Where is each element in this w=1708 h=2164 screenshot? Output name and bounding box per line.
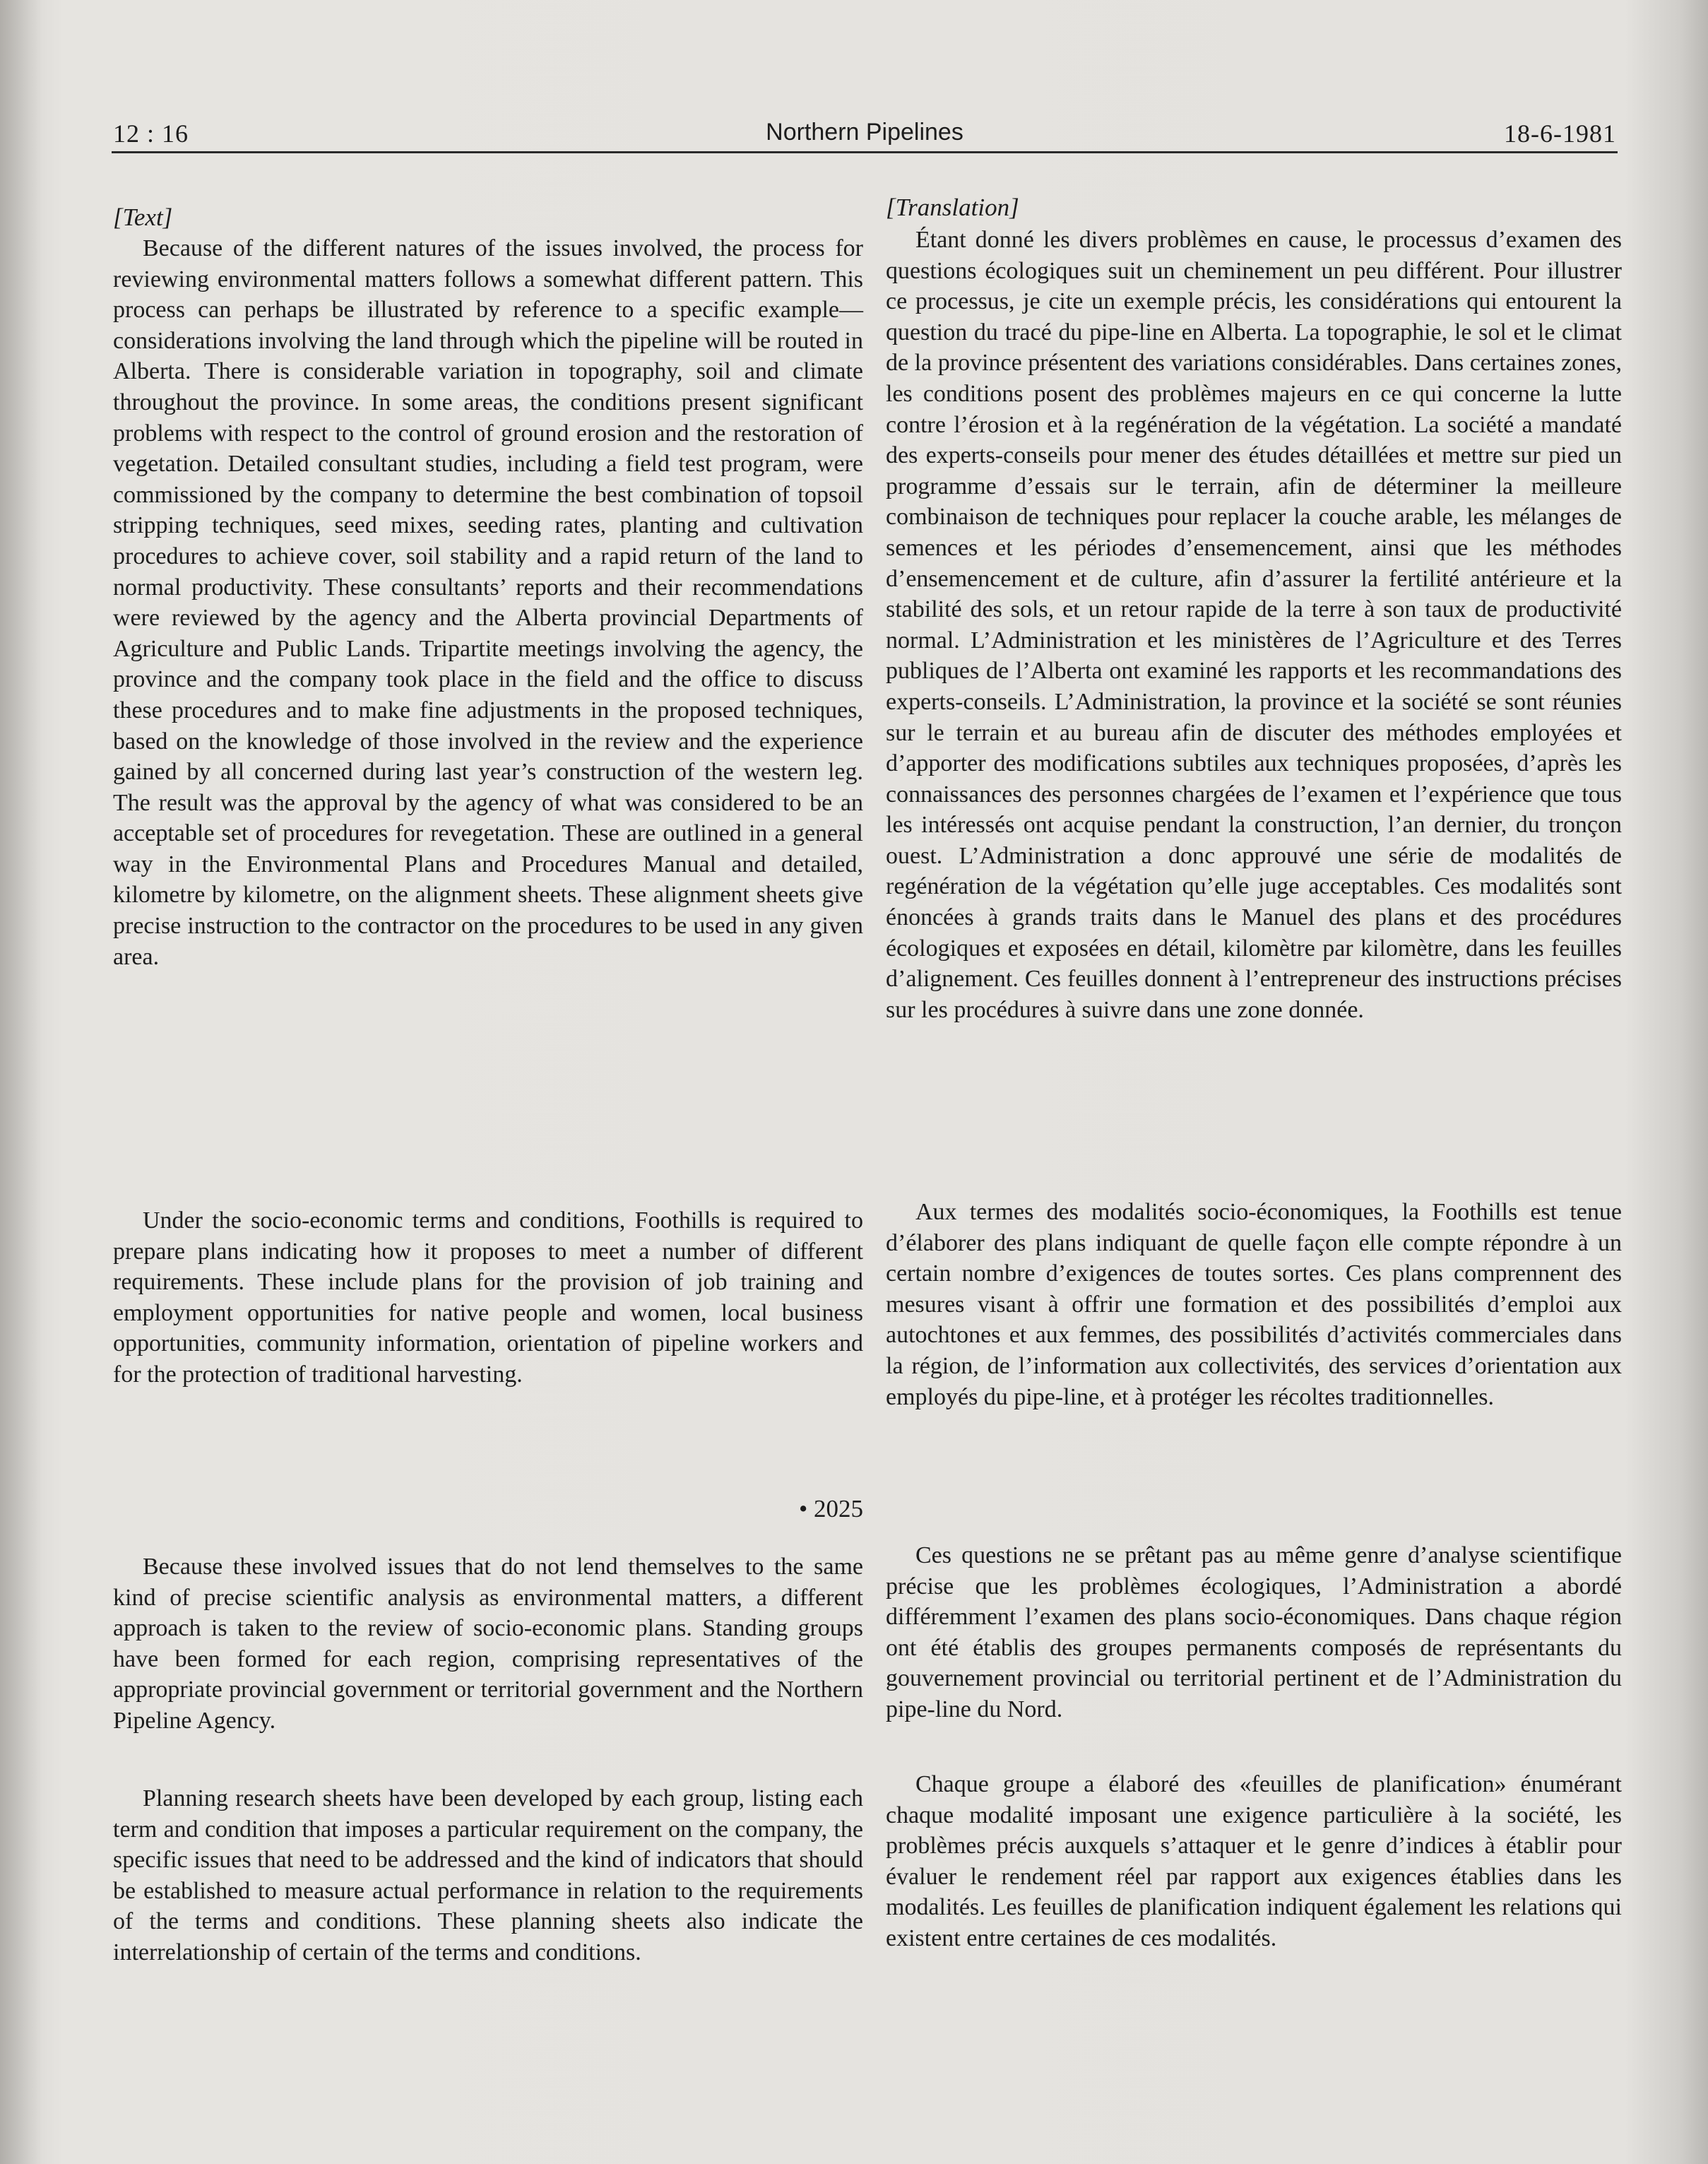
english-paragraph: Because of the different natures of the issues involved, the process for reviewing environmental matters follows a somewhat different pattern. This process can perhaps be illustrated by reference to a specific example—considerations involving the land through which the pipeline will be routed in Alberta. There is considerable variation in topography, soil and climate throughout the province. In some areas, the conditions present significant problems with respect to the control of ground erosion and the restoration of vegetation. Detailed consultant studies, including a field test program, were commissioned by the company to determine the best combination of topsoil stripping techniques, seed mixes, seeding rates, planting and cultivation procedures to achieve cover, soil stability and a rapid return of the land to normal productivity. These consultants’ reports and their recommendations were reviewed by the agency and the Alberta provincial Departments of Agriculture and Public Lands. Tripartite meetings involving the agency, the province and the company took place in the field and the office to discuss these procedures and to make fine adjustments in the proposed techniques, based on the knowledge of those involved in the review and the experience gained by all concerned during last year’s construction of the western leg. The result was the approval by the agency of what was considered to be an acceptable set of procedures for revegetation. These are outlined in a general way in the Environmental Plans and Procedures Manual and detailed, kilometre by kilometre, on the alignment sheets. These alignment sheets give precise instruction to the contractor on the procedures to be used in any given area. [113,235,863,970]
time-marker: • 2025 [798,1495,863,1523]
english-paragraph: Planning research sheets have been developed by each group, listing each term and condition that imposes a particular requirement on the company, the specific issues that need to be addressed and the kind of indicators that should be established to measure actual performance in relation to the requirements of the terms and conditions. These planning sheets also indicate the interrelationship of certain of the terms and conditions. [113,1785,863,1965]
french-paragraph: Ces questions ne se prêtant pas au même genre d’analyse scientifique précise que les problèmes écologiques, l’Administration a abordé différemment l’examen des plans socio-économiques. Dans chaque région ont été établis des groupes permanents composés de représentants du gouvernement provincial ou territorial pertinent et de l’Administration du pipe-line du Nord. [886,1542,1622,1722]
header-date: 18-6-1981 [1504,119,1616,148]
french-paragraph: Aux termes des modalités socio-économiques, la Foothills est tenue d’élaborer des plans indiquant de quelle façon elle compte répondre à un certain nombre d’exigences de toutes sortes. Ces plans comprennent des mesures visant à offrir une formation et des possibilités d’emploi aux autochtones et aux femmes, des possibilités d’activités commerciales dans la région, de l’information aux collectivités, des services d’orientation aux employés du pipe-line, et à protéger les récoltes traditionnelles. [886,1199,1622,1410]
header-rule [112,151,1618,153]
page-number: 12 : 16 [113,119,189,148]
running-title: Northern Pipelines [766,119,963,146]
spine-shadow [0,0,42,2164]
french-paragraph: Chaque groupe a élaboré des «feuilles de planification» énumérant chaque modalité imposant une exigence particulière à la société, les problèmes précis auxquels s’attaquer et le genre d’indices à établir pour évaluer le rendement réel par rapport aux exigences établies dans les modalités. Les feuilles de planification indiquent également les relations qui existent entre certaines de ces modalités. [886,1771,1622,1951]
translation-tag: [Translation] [886,194,1019,221]
running-header [113,119,1616,153]
french-paragraph: Étant donné les divers problèmes en cause, le processus d’examen des questions écologiques suit un cheminement un peu différent. Pour illustrer ce processus, je cite un exemple précis, les considérations qui entourent la question du tracé du pipe-line en Alberta. La topographie, le sol et le climat de la province présentent des variations considérables. Dans certaines zones, les conditions posent des problèmes majeurs en ce qui concerne la lutte contre l’érosion et à la regénération de la végétation. La société a mandaté des experts-conseils pour mener des études détaillées et mettre sur pied un programme d’essais sur le terrain, afin de déterminer la meilleure combinaison de techniques pour replacer la couche arable, les mélanges de semences et les périodes d’ensemencement, ainsi que les méthodes d’ensemencement et de culture, afin d’assurer la fertilité antérieure et la stabilité des sols, et un retour rapide de la terre à son taux de productivité normal. L’Administration et les ministères de l’Agriculture et des Terres publiques de l’Alberta ont examiné les rapports et les recommandations des experts-conseils. L’Administration, la province et la société se sont réunies sur le terrain et au bureau afin de discuter des méthodes employées et d’apporter des modifications subtiles aux techniques proposées, d’après les connaissances des personnes chargées de l’examen et l’expérience que tous les intéressés ont acquise pendant la construction, l’an dernier, du tronçon ouest. L’Administration a donc approuvé une série de modalités de regénération de la végétation qu’elle juge acceptables. Ces modalités sont énoncées à grands traits dans le Manuel des plans et des procédures écologiques et exposées en détail, kilomètre par kilomètre, dans les feuilles d’alignement. Ces feuilles donnent à l’entrepreneur des instructions précises sur les procédures à suivre dans une zone donnée. [886,227,1622,1023]
english-paragraph: Because these involved issues that do not lend themselves to the same kind of precise scientific analysis as environmental matters, a different approach is taken to the review of socio-economic plans. Standing groups have been formed for each region, comprising representatives of the appropriate provincial government or territorial government and the Northern Pipeline Agency. [113,1554,863,1734]
english-paragraph: Under the socio-economic terms and conditions, Foothills is required to prepare plans indicating how it proposes to meet a number of different requirements. These include plans for the provision of job training and employment opportunities for native people and women, local business opportunities, community information, orientation of pipeline workers and for the protection of traditional harvesting. [113,1207,863,1388]
text-tag: [Text] [113,203,173,231]
